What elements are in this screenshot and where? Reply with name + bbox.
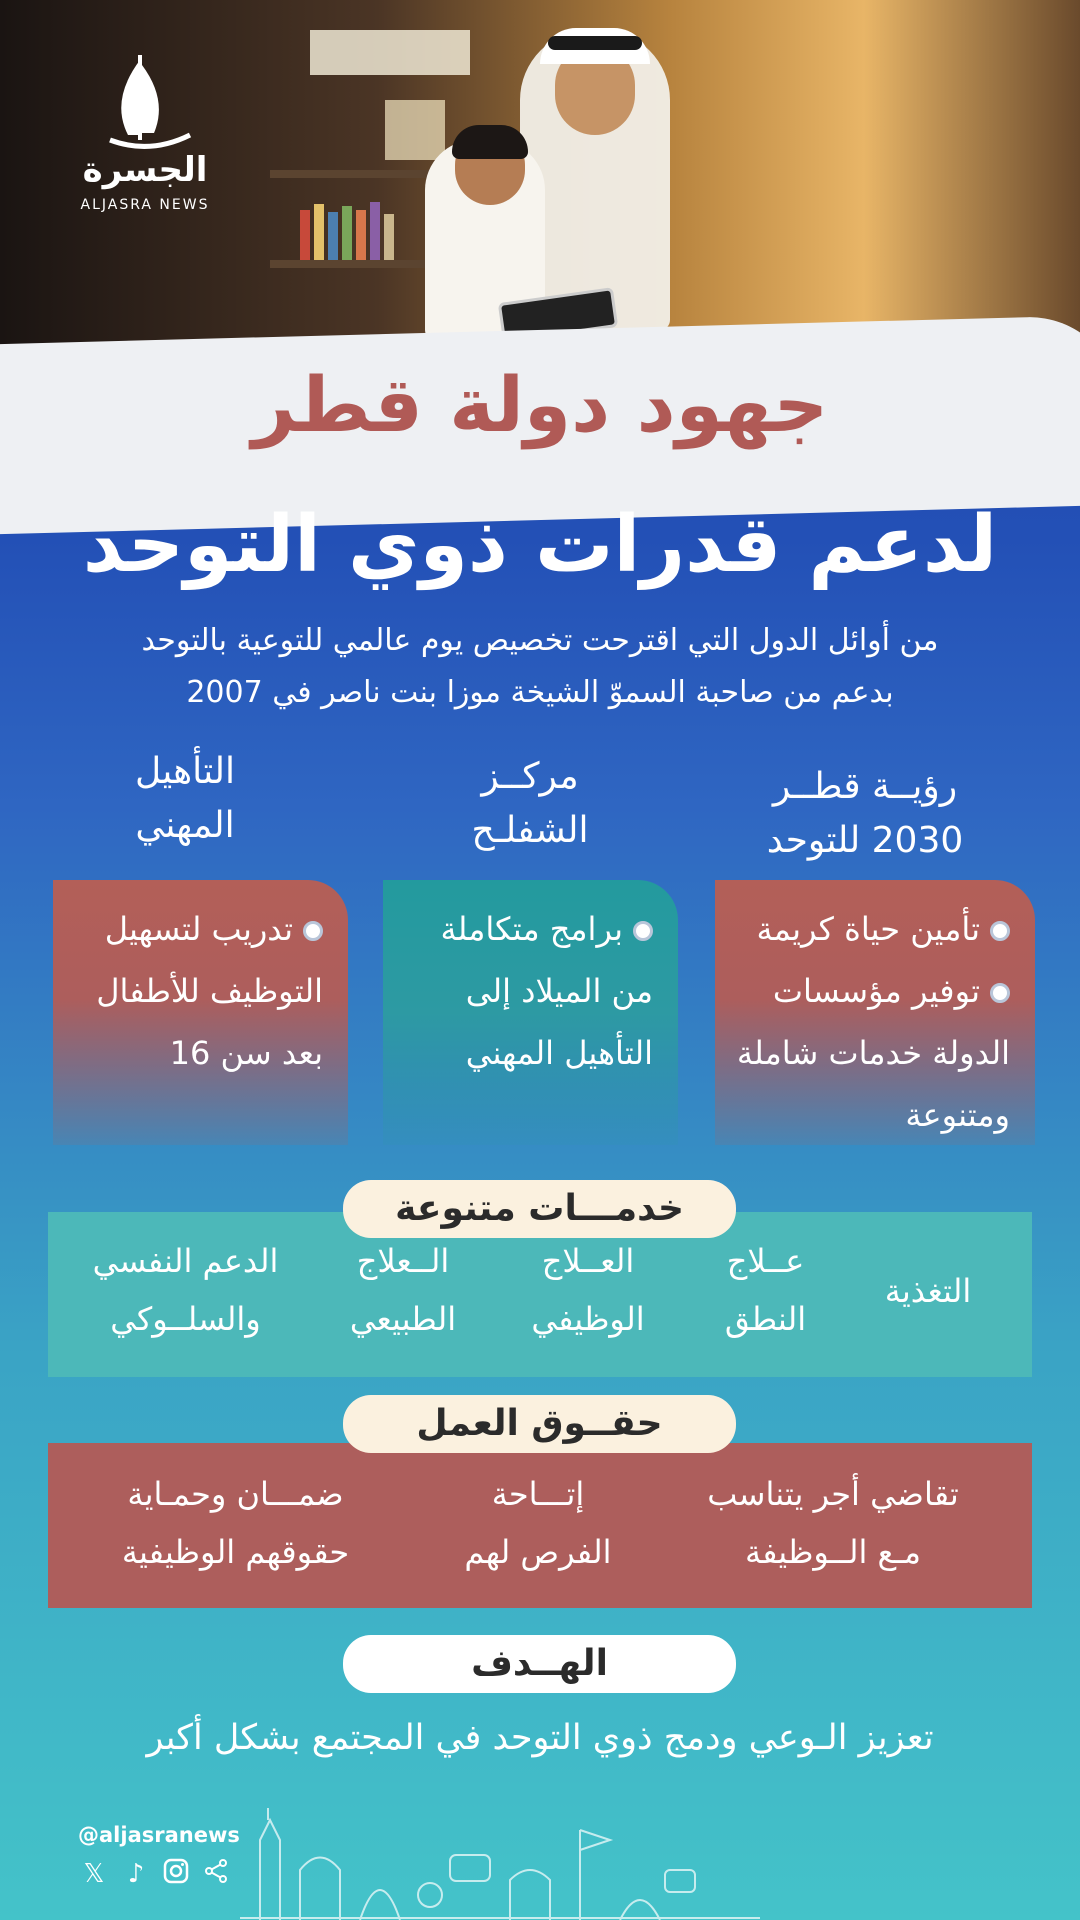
instagram-icon[interactable] bbox=[160, 1858, 192, 1890]
card-item: توفير مؤسسات الدولة خدمات شاملة ومتنوعة bbox=[736, 972, 1010, 1134]
right-opportunities: إتـــاحة الفرص لهم bbox=[464, 1475, 612, 1571]
column-heading-shafallah: مركــز الشفلـح bbox=[471, 756, 589, 851]
bullet-icon bbox=[303, 921, 323, 941]
intro-line-1: من أوائل الدول التي اقترحت تخصيص يوم عالمي للتوعية بالتوحد bbox=[141, 623, 939, 658]
brand-name-ar: الجسرة bbox=[82, 150, 208, 190]
bullet-icon bbox=[633, 921, 653, 941]
service-nutrition: التغذية bbox=[884, 1272, 972, 1310]
card-item: برامج متكاملة من الميلاد إلى التأهيل المهني bbox=[440, 910, 653, 1072]
service-psychological: الدعم النفسي والسلــوكي bbox=[92, 1242, 279, 1338]
intro-text bbox=[40, 615, 1040, 719]
work-rights-heading: حقــوق العمل bbox=[343, 1395, 736, 1453]
title-line-2: لدعم قدرات ذوي التوحد bbox=[82, 500, 998, 590]
column-heading-vocational: التأهيل المهني bbox=[135, 751, 235, 846]
goal-heading: الهــدف bbox=[343, 1635, 736, 1693]
right-fair-wage: تقاضي أجر يتناسب مـع الــوظيفة bbox=[707, 1475, 959, 1571]
social-handle[interactable]: @aljasranews bbox=[78, 1823, 240, 1847]
column-heading-vision: رؤيــة قطــر 2030 للتوحد bbox=[766, 766, 964, 861]
intro-line-2: بدعم من صاحبة السموّ الشيخة موزا بنت ناصر في 2007 bbox=[186, 675, 894, 710]
brand-name-en: ALJASRA NEWS bbox=[80, 197, 210, 213]
card-item: تدريب لتسهيل التوظيف للأطفال بعد سن 16 bbox=[96, 910, 323, 1072]
service-occupational: العــلاج الوظيفي bbox=[531, 1242, 645, 1338]
x-icon[interactable]: 𝕏 bbox=[83, 1859, 105, 1889]
skyline-illustration bbox=[240, 1800, 760, 1920]
title-line-1: جهود دولة قطر bbox=[251, 360, 829, 449]
goal-text: تعزيز الـوعي ودمج ذوي التوحد في المجتمع بشكل أكبر bbox=[146, 1718, 934, 1758]
card-vision bbox=[715, 880, 1035, 1145]
bullet-icon bbox=[990, 983, 1010, 1003]
right-job-protection: ضمـــان وحمـاية حقوقهم الوظيفية bbox=[121, 1475, 350, 1571]
service-physical: الــعلاج الطبيعي bbox=[349, 1242, 457, 1338]
tiktok-icon[interactable]: ♪ bbox=[127, 1859, 145, 1889]
work-rights-band bbox=[48, 1443, 1032, 1608]
bullet-icon bbox=[990, 921, 1010, 941]
card-shafallah bbox=[383, 880, 678, 1145]
card-item: تأمين حياة كريمة bbox=[730, 898, 1010, 960]
services-heading: خدمـــات متنوعة bbox=[343, 1180, 736, 1238]
brand-logo bbox=[70, 45, 230, 225]
card-vocational bbox=[53, 880, 348, 1145]
share-icon[interactable] bbox=[200, 1858, 232, 1890]
service-speech: عــلاج النطق bbox=[724, 1242, 807, 1338]
